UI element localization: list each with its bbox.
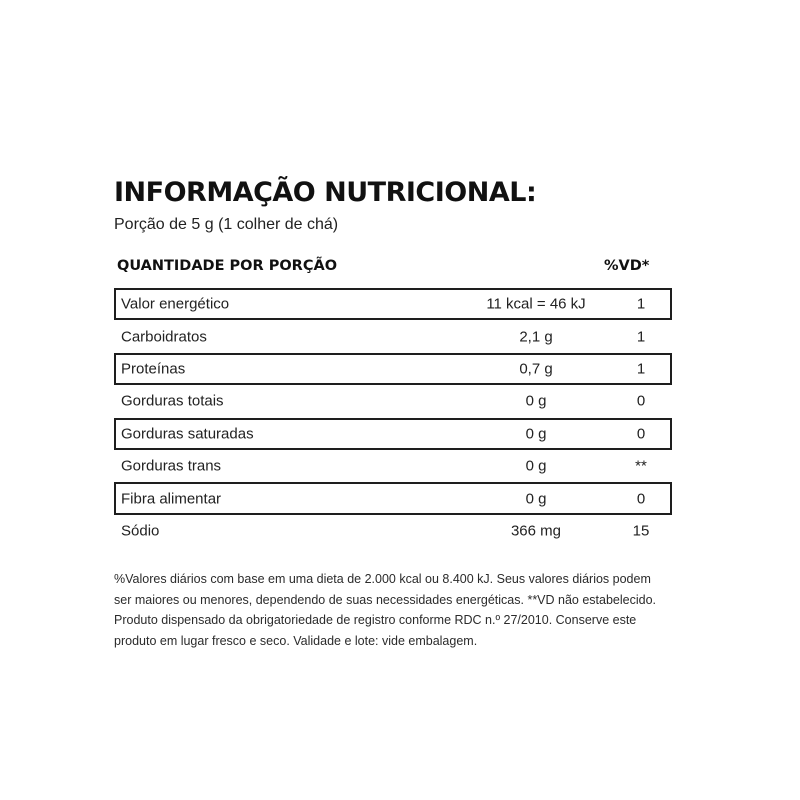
table-row — [114, 418, 672, 450]
nutrient-quantity: 2,1 g — [519, 328, 553, 346]
nutrient-daily-value: 0 — [636, 490, 646, 508]
nutrition-facts-panel — [114, 176, 672, 664]
nutrient-name: Carboidratos — [121, 328, 207, 346]
nutrient-quantity: 0 g — [525, 425, 547, 443]
table-row — [114, 450, 672, 482]
nutrient-daily-value: ** — [635, 457, 647, 475]
nutrient-quantity: 0 g — [525, 490, 547, 508]
table-row — [114, 385, 672, 417]
nutrient-quantity: 0,7 g — [519, 360, 553, 378]
table-row — [114, 515, 672, 547]
header-daily-value: %VD* — [604, 258, 650, 274]
nutrient-quantity: 0 g — [525, 457, 547, 475]
nutrient-name: Proteínas — [121, 360, 186, 378]
nutrient-name: Sódio — [121, 522, 160, 540]
portion-size: Porção de 5 g (1 colher de chá) — [114, 216, 339, 233]
nutrient-name: Gorduras saturadas — [121, 425, 254, 443]
header-quantity: QUANTIDADE POR PORÇÃO — [117, 258, 338, 274]
table-row — [114, 288, 672, 320]
nutrient-daily-value: 1 — [636, 360, 646, 378]
nutrient-daily-value: 0 — [636, 392, 646, 410]
nutrient-name: Gorduras totais — [121, 392, 224, 410]
table-row — [114, 353, 672, 385]
table-header — [114, 258, 672, 280]
table-row — [114, 320, 672, 352]
label-title: INFORMAÇÃO NUTRICIONAL: — [114, 177, 537, 208]
footnote: %Valores diários com base em uma dieta de 2.000 kcal ou 8.400 kJ. Seus valores diários podem ser maiores ou menores, dependendo de suas necessidades energéticas. **VD não estabelecido. Produto dispensado da obrigatoriedade de registro conforme RDC n.º 27/2010. Conserve este produto em lugar fresco e seco. Validade e lote: vide embalagem. — [114, 572, 657, 648]
nutrient-quantity: 0 g — [525, 392, 547, 410]
nutrient-quantity: 366 mg — [510, 522, 562, 540]
table-row — [114, 482, 672, 514]
nutrient-name: Fibra alimentar — [121, 490, 222, 508]
nutrient-name: Gorduras trans — [121, 457, 222, 475]
nutrient-daily-value: 15 — [632, 522, 650, 540]
nutrient-daily-value: 0 — [636, 425, 646, 443]
nutrition-table — [114, 288, 672, 547]
nutrient-name: Valor energético — [121, 295, 230, 313]
nutrient-daily-value: 1 — [636, 328, 646, 346]
nutrient-quantity: 11 kcal = 46 kJ — [486, 295, 586, 313]
nutrient-daily-value: 1 — [636, 295, 646, 313]
